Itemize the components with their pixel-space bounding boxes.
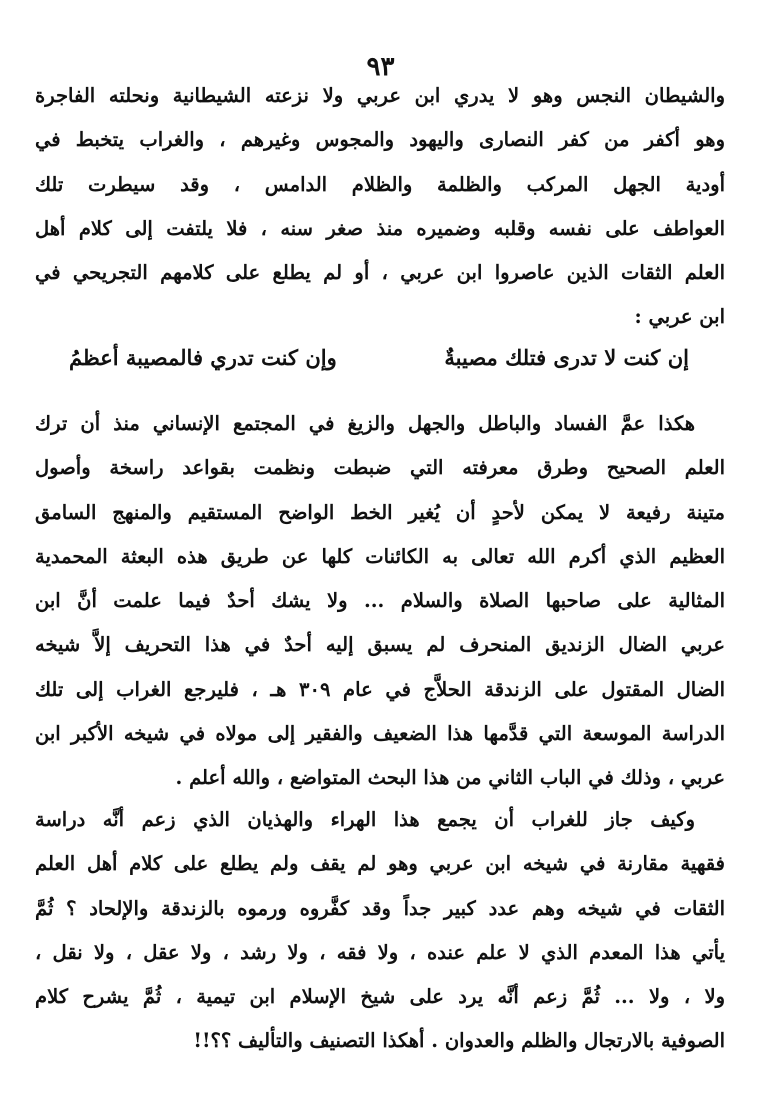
page-number: ٩٣ bbox=[366, 52, 395, 82]
text-line: العلم الصحيح وطرق معرفته التي ضبطت ونظمت بقواعد راسخة وأصول bbox=[35, 456, 725, 480]
text-line: الثقات في شيخه وهم عدد كبير جداً وقد كفَّروه ورموه بالزندقة والإلحاد ؟ ثُمَّ bbox=[35, 896, 725, 920]
verse-second-hemistich: وإن كنت تدري فالمصيبة أعظمُ bbox=[69, 345, 337, 370]
text-line: والشيطان النجس وهو لا يدري ابن عربي ولا نزعته الشيطانية ونحلته الفاجرة bbox=[35, 84, 725, 107]
text-line: عربي ، وذلك في الباب الثاني من هذا البحث المتواضع ، والله أعلم . bbox=[175, 766, 725, 790]
text-line: متينة رفيعة لا يمكن لأحدٍ أن يُغير الخط الواضح المستقيم والمنهج السامق bbox=[35, 500, 725, 524]
text-line: المثالية على صاحبها الصلاة والسلام ... ولا يشك أحدٌ فيما علمت أنَّ ابن bbox=[35, 589, 725, 613]
text-line: أودية الجهل المركب والظلمة والظلام الدامس ، وقد سيطرت تلك bbox=[35, 172, 725, 196]
text-line: ولا ، ولا ... ثُمَّ زعم أنَّه يرد على شيخ الإسلام ابن تيمية ، ثُمَّ يشرح كلام bbox=[35, 985, 725, 1009]
verse-first-hemistich: إن كنت لا تدرى فتلك مصيبةٌ bbox=[444, 345, 689, 370]
text-line: الصوفية بالارتجال والظلم والعدوان . أهكذا التصنيف والتأليف ؟؟!! bbox=[193, 1029, 725, 1053]
text-line: العلم الثقات الذين عاصروا ابن عربي ، أو لم يطلع على كلامهم التجريحي في bbox=[35, 261, 725, 285]
poetry-verse bbox=[69, 345, 689, 389]
text-line: الضال المقتول على الزندقة الحلاَّج في عام ٣٠٩ هـ ، فليرجع الغراب إلى تلك bbox=[35, 677, 725, 701]
text-line: عربي الضال الزنديق المنحرف لم يسبق إليه أحدٌ في هذا التحريف إلاَّ شيخه bbox=[35, 633, 725, 657]
text-line: ابن عربي : bbox=[634, 305, 725, 329]
text-line: العواطف على نفسه وقلبه وضميره منذ صغر سنه ، فلا يلتفت إلى كلام أهل bbox=[35, 216, 725, 240]
text-line: الدراسة الموسعة التي قدَّمها هذا الضعيف والفقير إلى مولاه في شيخه الأكبر ابن bbox=[35, 722, 725, 746]
text-line: فقهية مقارنة في شيخه ابن عربي وهو لم يقف ولم يطلع على كلام أهل العلم bbox=[35, 852, 725, 876]
paragraph-2 bbox=[35, 402, 725, 801]
text-line: وهو أكفر من كفر النصارى واليهود والمجوس وغيرهم ، والغراب يتخبط في bbox=[35, 128, 725, 152]
text-line: يأتي هذا المعدم الذي لا علم عنده ، ولا فقه ، ولا رشد ، ولا عقل ، ولا نقل ، bbox=[35, 940, 725, 964]
paragraph-3 bbox=[35, 798, 725, 1064]
text-line: هكذا عمَّ الفساد والباطل والجهل والزيغ في المجتمع الإنساني منذ أن ترك bbox=[35, 412, 695, 435]
text-line: العظيم الذي أكرم الله تعالى به الكائنات كلها عن طريق هذه البعثة المحمدية bbox=[35, 544, 725, 568]
text-line: وكيف جاز للغراب أن يجمع هذا الهراء والهذيان الذي زعم أنَّه دراسة bbox=[35, 808, 695, 831]
paragraph-1 bbox=[35, 74, 725, 340]
